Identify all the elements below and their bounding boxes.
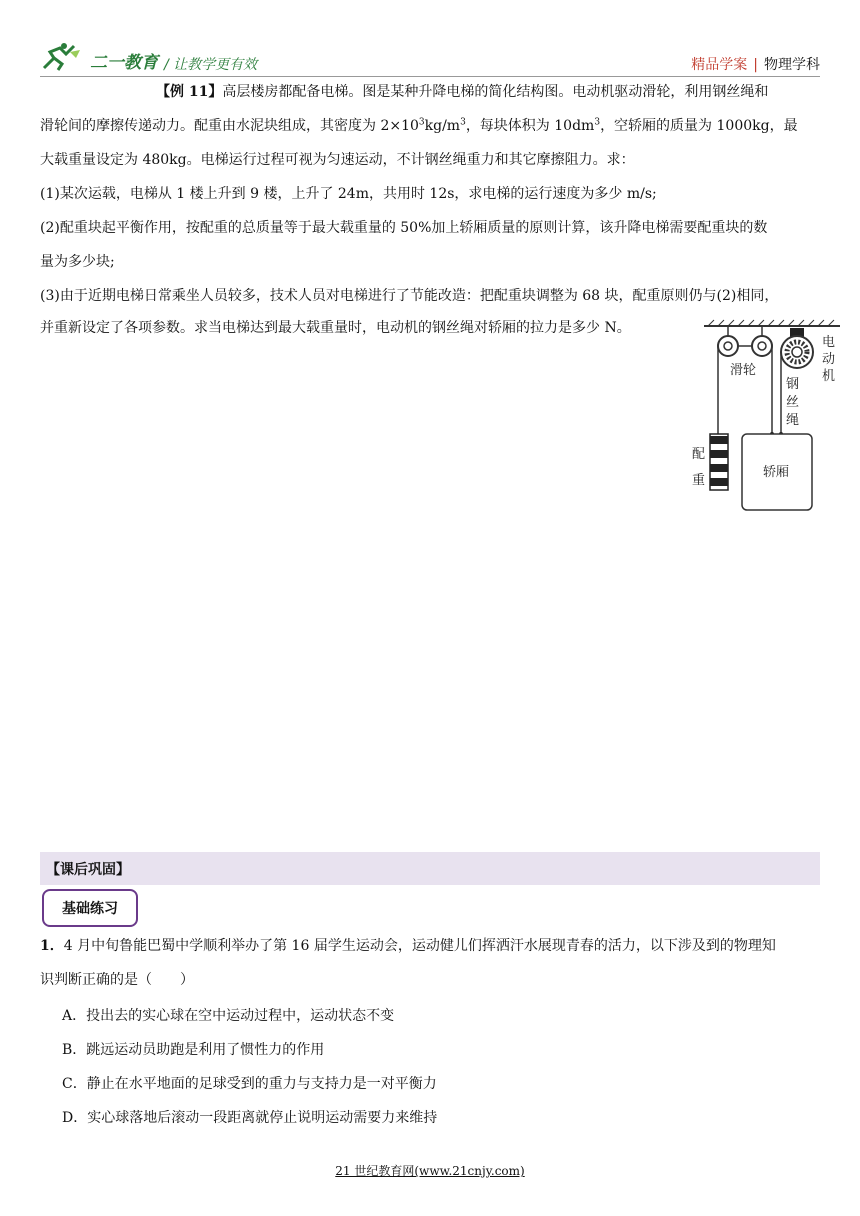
motor-label-1: 电 <box>822 335 836 350</box>
option-b: B．跳远运动员助跑是利用了惯性力的作用 <box>62 1042 325 1058</box>
sup-a: 3 <box>418 117 425 128</box>
runner-logo-icon <box>40 42 82 72</box>
rope-label-3: 绳 <box>786 413 800 428</box>
logo-text: 二一教育 <box>90 53 158 73</box>
page-header <box>40 38 820 78</box>
section-title: 【课后巩固】 <box>46 862 130 878</box>
question-part-2b: 量为多少块; <box>40 254 115 270</box>
option-a: A．投出去的实心球在空中运动过程中，运动状态不变 <box>62 1008 395 1024</box>
example-tag: 【例 11】 <box>156 84 223 100</box>
question-part-1: (1)某次运载，电梯从 1 楼上升到 9 楼，上升了 24m，共用时 12s，求电梯的运行速度为多少 m/s; <box>40 186 657 202</box>
example-text-2b: kg/m <box>424 118 461 134</box>
header-subject: 物理学科 <box>764 57 820 73</box>
sup-c: 3 <box>594 117 601 128</box>
footer-link[interactable]: 21 世纪教育网(www.21cnjy.com) <box>335 1164 525 1178</box>
example-text-2d: ，每块体积为 10dm <box>465 118 595 134</box>
header-right <box>691 54 820 74</box>
header-category: 精品学案 <box>691 57 748 73</box>
question-1-stem-line-1 <box>40 930 820 962</box>
counterweight-label-2: 重 <box>692 473 706 488</box>
option-c: C．静止在水平地面的足球受到的重力与支持力是一对平衡力 <box>62 1076 437 1092</box>
header-separator: | <box>753 57 758 73</box>
example-line-3: 大载重量设定为 480kg。电梯运行过程可视为匀速运动，不计钢丝绳重力和其它摩擦阻力。求： <box>40 152 635 168</box>
rope-label-1: 钢 <box>786 377 800 392</box>
option-d: D．实心球落地后滚动一段距离就停止说明运动需要力来维持 <box>62 1110 438 1126</box>
example-line-2 <box>40 110 820 142</box>
question-1-stem-1: 4 月中旬鲁能巴蜀中学顺利举办了第 16 届学生运动会，运动健儿们挥洒汗水展现青春的活力，以下涉及到的物理知 <box>63 938 776 954</box>
example-line-1 <box>40 76 820 108</box>
basic-practice-tag: 基础练习 <box>42 889 138 927</box>
sup-b: 3 <box>460 117 466 128</box>
counterweight-block <box>710 434 728 490</box>
example-text-1: 高层楼房都配备电梯。图是某种升降电梯的简化结构图。电动机驱动滑轮，利用钢丝绳和 <box>222 84 769 100</box>
pulley-label: 滑轮 <box>730 363 757 378</box>
elevator-diagram <box>690 318 850 518</box>
counterweight-label-1: 配 <box>692 447 706 462</box>
slogan: / 让教学更有效 <box>164 57 258 73</box>
question-number: 1． <box>40 938 64 954</box>
question-1-stem-line-2: 识判断正确的是（ ） <box>40 972 194 988</box>
motor-label-3: 机 <box>822 369 836 384</box>
example-text-2: 滑轮间的摩擦传递动力。配重由水泥块组成，其密度为 2×10 <box>40 118 419 134</box>
motor-label-2: 动 <box>822 352 836 367</box>
section-banner <box>40 852 820 885</box>
example-text-2f: ，空轿厢的质量为 1000kg，最 <box>600 118 798 134</box>
question-part-2a: (2)配重块起平衡作用，按配重的总质量等于最大载重量的 50%加上轿厢质量的原则计算，该升降电梯需要配重块的数 <box>40 220 768 236</box>
rope-label-2: 丝 <box>786 395 800 410</box>
car-label: 轿厢 <box>763 465 790 480</box>
question-part-3b: 并重新设定了各项参数。求当电梯达到最大载重量时，电动机的钢丝绳对轿厢的拉力是多少 N。 <box>40 320 631 336</box>
question-part-3a: (3)由于近期电梯日常乘坐人员较多，技术人员对电梯进行了节能改造：把配重块调整为 68 块，配重原则仍与(2)相同， <box>40 288 779 304</box>
